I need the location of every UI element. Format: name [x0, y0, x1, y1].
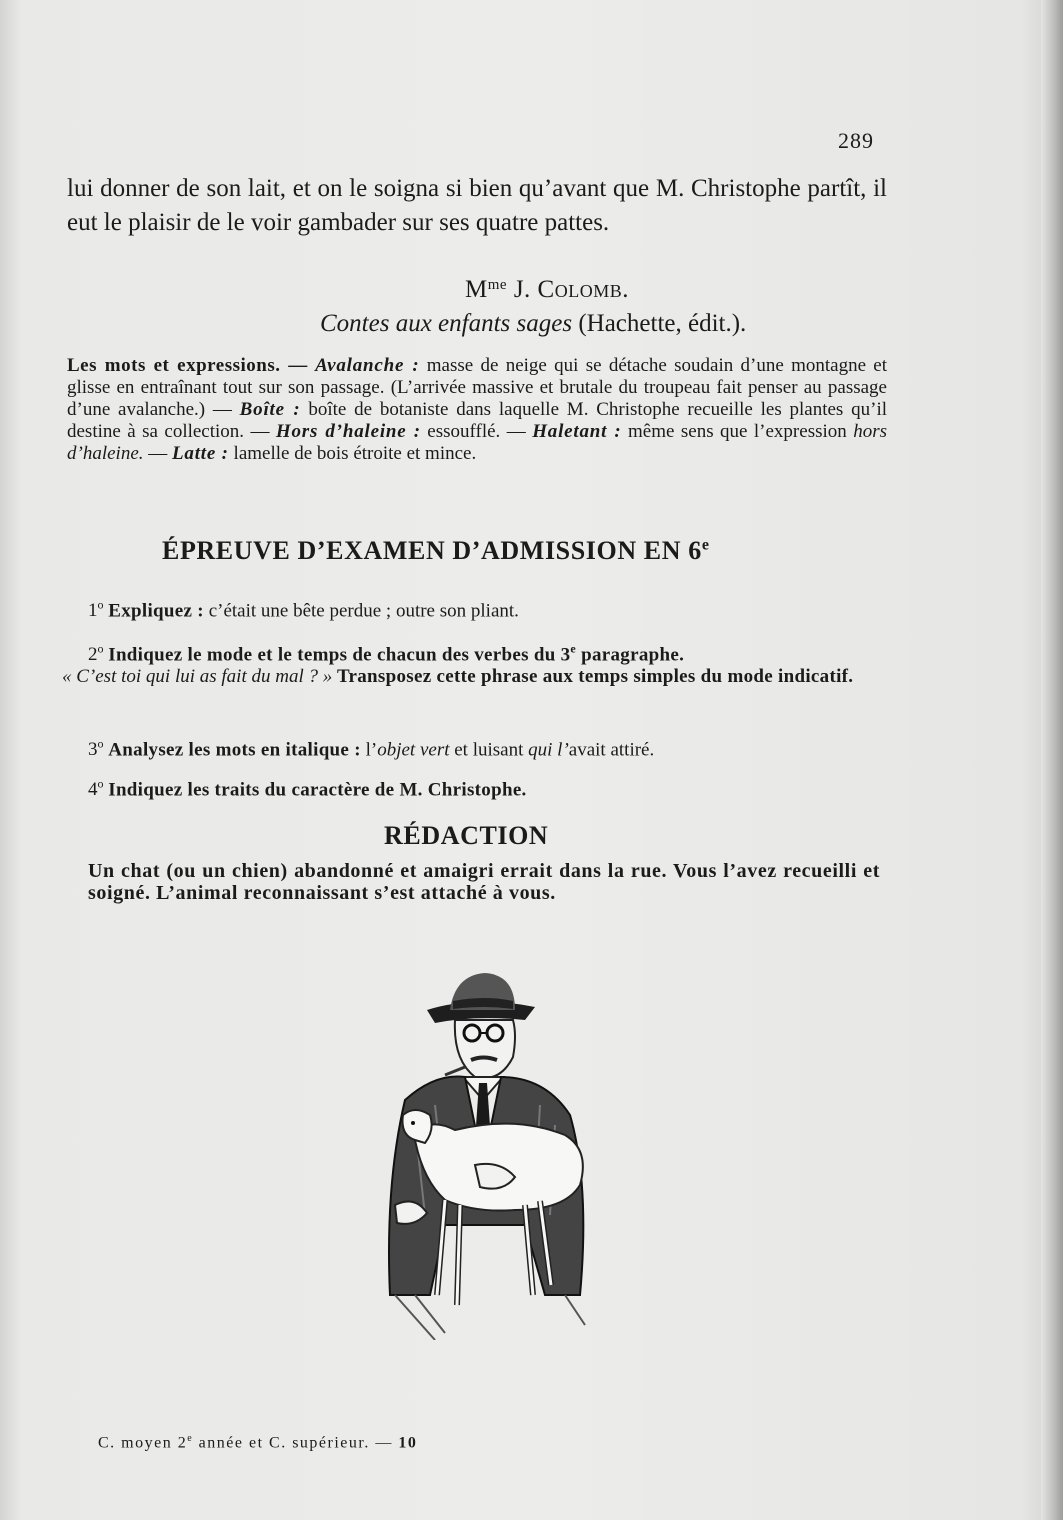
question-3: 3$^o$ Analysez les mots en italique : l’objet vert et luisant qui l’avait attiré.	[88, 737, 655, 761]
source-citation	[320, 310, 746, 338]
redaction-prompt: Un chat (ou un chien) abandonné et amaigri errait dans la rue. Vous l’avez recueilli et soigné. L’animal reconnaissant s’est attaché à vous.	[88, 860, 880, 904]
vocab-definition: essoufflé. —	[420, 421, 533, 442]
vocab-separator: —	[143, 443, 173, 464]
vocab-italic: hors d’haleine.	[67, 421, 887, 464]
page-edge-shadow	[1041, 0, 1063, 1520]
story-ending-paragraph: lui donner de son lait, et on le soigna si bien qu’avant que M. Christophe partît, il eut le plaisir de le voir gambader sur ses quatre pattes.	[67, 175, 887, 236]
source-publisher: (Hachette, édit.).	[578, 310, 747, 337]
vocab-term: Hors d’haleine :	[275, 421, 421, 442]
vocab-term: Avalanche :	[315, 355, 420, 376]
question-2: 2$^o$ Indiquez le mode et le temps de chacun des verbes du 3e paragraphe. « C’est toi qui lui as fait du mal ? » Transposez cette phrase aux temps simples du mode indicatif.	[62, 642, 854, 688]
vocabulary-heading: Les mots et expressions. —	[67, 355, 308, 376]
vocab-term: Boîte :	[239, 399, 301, 420]
vocab-term: Haletant :	[532, 421, 622, 442]
author-signature: $M^{me}$ J. Colomb.	[465, 276, 629, 303]
vocab-definition: boîte de botaniste dans laquelle M. Christophe recueille les plantes qu’il destine à sa collection. —	[67, 399, 887, 442]
page-footer: C. moyen 2e année et C. supérieur. — 10	[98, 1433, 418, 1452]
question-2-quote: « C’est toi qui lui as fait du mal ? »	[62, 666, 333, 688]
man-with-lamb-illustration	[375, 965, 615, 1340]
exam-heading: ÉPREUVE D’EXAMEN D’ADMISSION EN 6e	[162, 536, 710, 565]
vocab-definition: masse de neige qui se détache soudain d’une montagne et glisse en entraînant tout sur son passage. (L’arrivée massive et brutale du troupeau fait penser au passage d’une avalanche.) —	[67, 355, 888, 420]
question-4: 4$^o$ Indiquez les traits du caractère de M. Christophe.	[88, 777, 527, 801]
question-1: 1$^o$ Expliquez : c’était une bête perdue ; outre son pliant.	[88, 598, 519, 622]
source-title: Contes aux enfants sages	[320, 310, 573, 337]
vocabulary-block	[67, 355, 887, 465]
vocab-definition: même sens que l’expression	[621, 421, 854, 442]
page-number: 289	[838, 128, 874, 153]
redaction-heading: RÉDACTION	[384, 821, 549, 850]
vocab-term: Latte :	[172, 443, 229, 464]
vocab-definition: lamelle de bois étroite et mince.	[228, 443, 477, 464]
